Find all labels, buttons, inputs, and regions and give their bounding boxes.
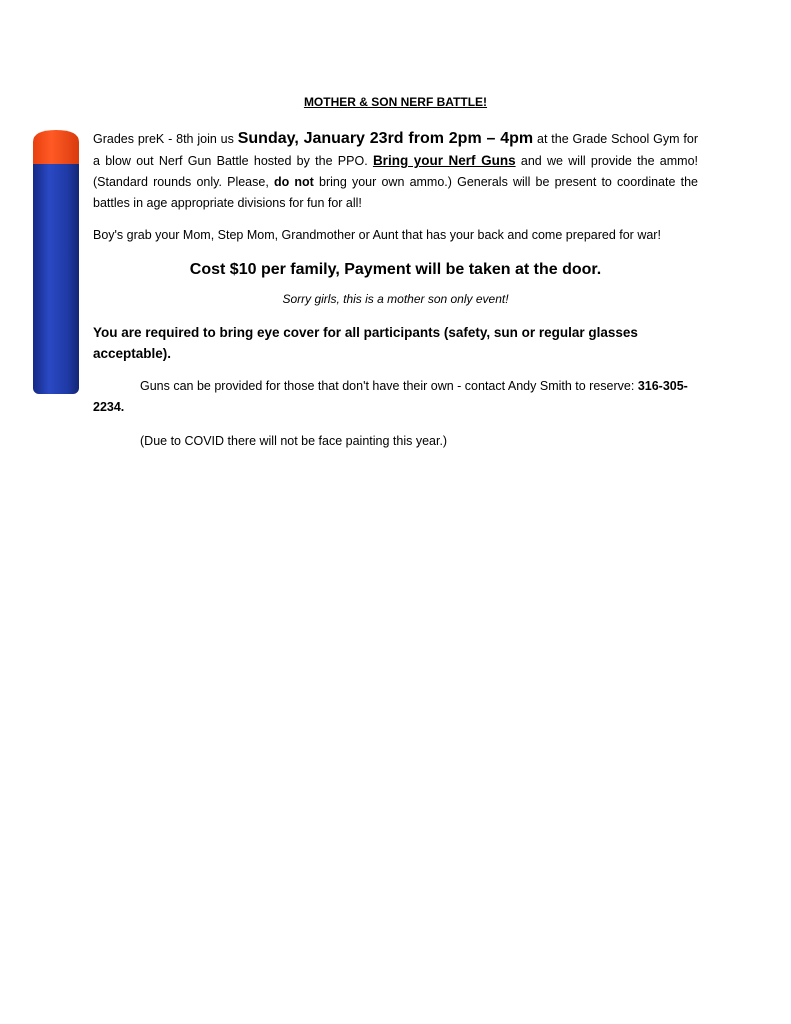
- flyer-body: [93, 128, 698, 452]
- dart-tip: [33, 130, 79, 164]
- guns-text: Guns can be provided for those that don't have their own - contact Andy Smith to reserve:: [140, 379, 638, 393]
- event-date-time: Sunday, January 23rd from 2pm – 4pm: [237, 130, 534, 147]
- intro-text: Grades preK - 8th join us: [93, 132, 238, 146]
- intro-paragraph: [93, 128, 698, 214]
- boys-paragraph: Boy's grab your Mom, Step Mom, Grandmother or Aunt that has your back and come prepared for war!: [93, 228, 661, 242]
- dart-body: [33, 156, 79, 394]
- intro-text: bring your own ammo.) Generals will be present to coordinate the battles in age appropriate divisions for fun for all!: [93, 175, 698, 210]
- flyer-title: MOTHER & SON NERF BATTLE!: [303, 95, 488, 109]
- nerf-dart-image: [31, 128, 81, 398]
- covid-note: (Due to COVID there will not be face painting this year.): [140, 434, 448, 448]
- intro-text: at the Grade School Gym for a blow out Nerf Gun Battle hosted by the PPO.: [93, 132, 698, 168]
- sorry-girls-note: Sorry girls, this is a mother son only event!: [282, 292, 509, 306]
- eye-cover-requirement: You are required to bring eye cover for all participants (safety, sun or regular glasses acceptable).: [93, 325, 638, 361]
- bring-nerf-guns: Bring your Nerf Guns: [372, 153, 516, 168]
- contact-phone: 316-305-2234.: [93, 379, 688, 414]
- intro-text: and we will provide the ammo! (Standard rounds only. Please,: [93, 154, 699, 189]
- do-not-emphasis: do not: [273, 175, 314, 189]
- guns-provided-paragraph: [93, 376, 698, 418]
- cost-line: Cost $10 per family, Payment will be taken at the door.: [189, 261, 602, 278]
